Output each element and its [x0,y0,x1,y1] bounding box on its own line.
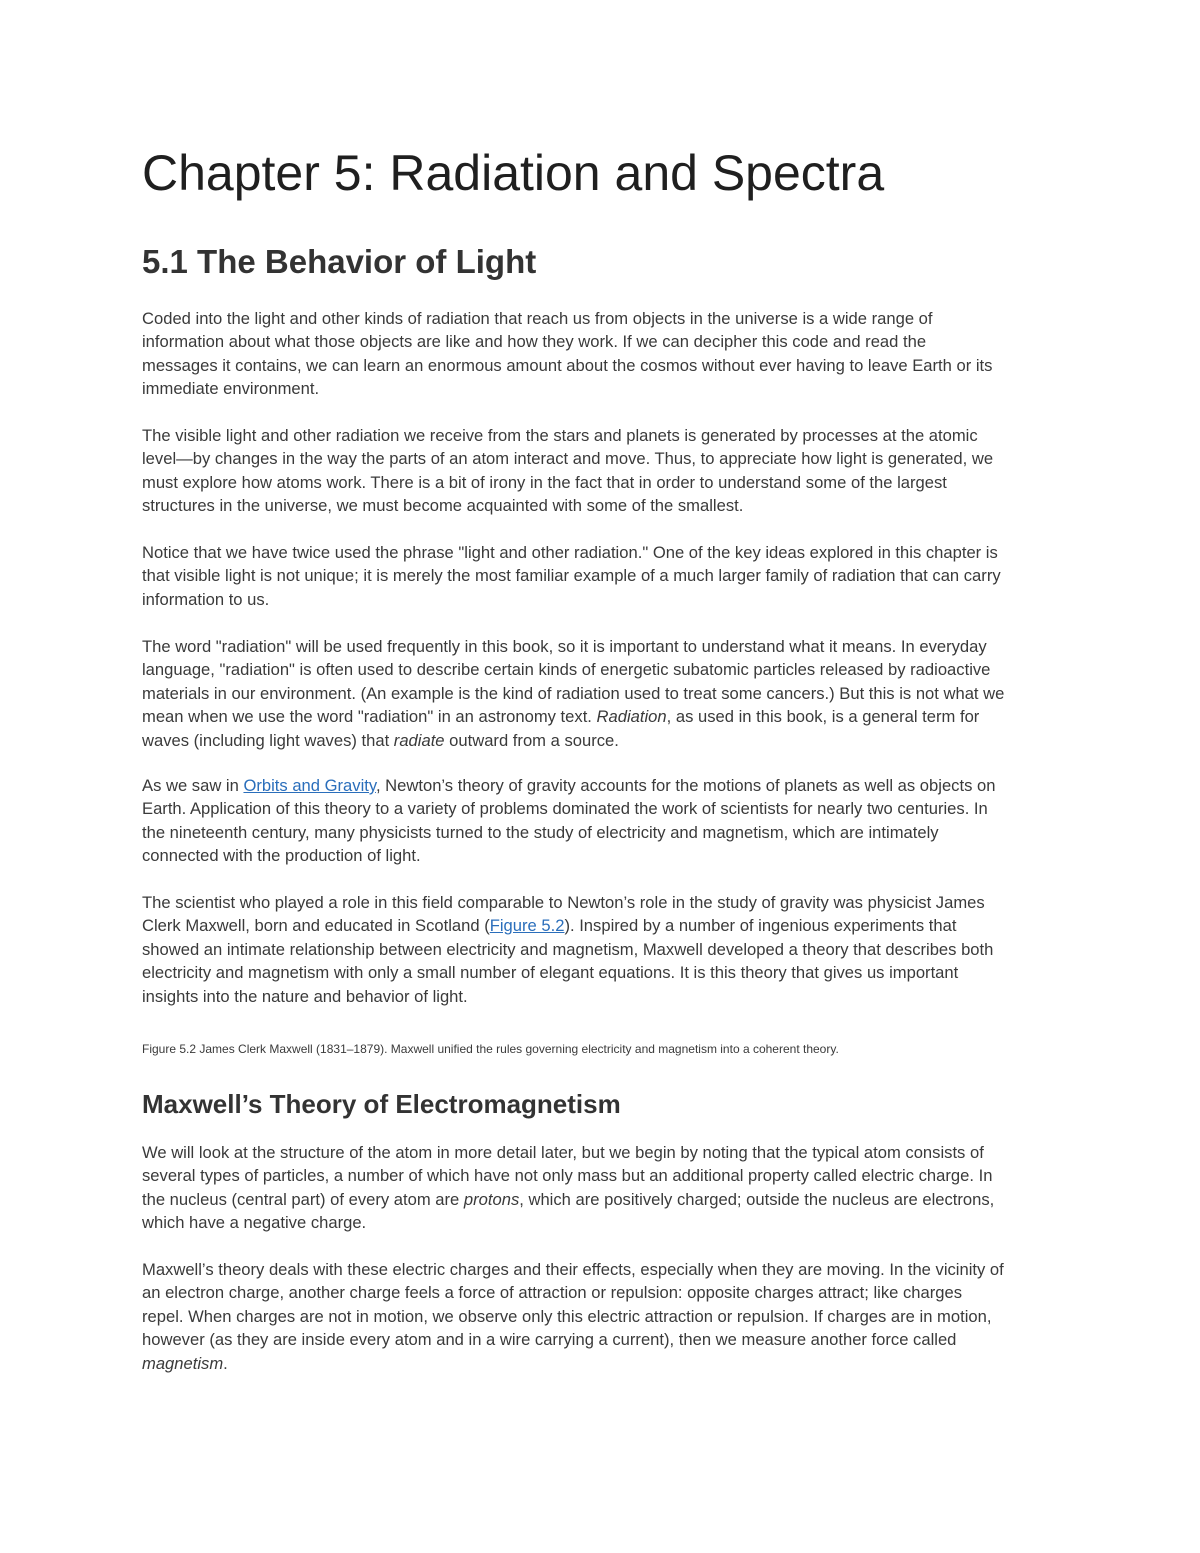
paragraph-line: Maxwell’s theory deals with these electric charges and their effects, especially when they are moving. In the vicinity of [142,1260,1004,1279]
paragraph-line: insights into the nature and behavior of light. [142,986,468,1006]
paragraph-line [142,774,1067,797]
paragraph-maxwell-intro [142,891,1067,1008]
paragraph-maxwell-theory [142,1258,1067,1375]
emphasis-radiate: radiate [393,730,445,750]
text-run: waves (including light waves) that [142,730,394,750]
figure-caption: Figure 5.2 James Clerk Maxwell (1831–1879). Maxwell unified the rules governing electricity and magnetism into a coherent theory. [142,1042,839,1056]
emphasis-radiation: Radiation [596,707,667,727]
paragraph-line: the nineteenth century, many physicists turned to the study of electricity and magnetism, which are intimately [142,822,939,842]
paragraph-line: language, "radiation" is often used to describe certain kinds of energetic subatomic particles released by radioactive [142,660,991,680]
text-run: , which are positively charged; outside the nucleus are electrons, [519,1189,995,1209]
paragraph-line: immediate environment. [142,379,320,399]
figure-5-2-link[interactable]: Figure 5.2 [489,916,565,936]
paragraph-line: connected with the production of light. [142,846,421,866]
paragraph-line: must explore how atoms work. There is a bit of irony in the fact that in order to understand some of the largest [142,472,947,492]
paragraph-line [142,729,1067,752]
paragraph-line: Notice that we have twice used the phrase "light and other radiation." One of the key ideas explored in this chapter is [142,543,998,562]
text-run: ). Inspired by a number of ingenious experiments that [564,916,957,936]
paragraph-line: that visible light is not unique; it is merely the most familiar example of a much larger family of radiation that can carry [142,566,1001,586]
paragraph-line [142,1352,1067,1375]
text-run: outward from a source. [444,730,619,750]
text-run: Clerk Maxwell, born and educated in Scotland ( [142,916,490,936]
paragraph-line: The scientist who played a role in this field comparable to Newton’s role in the study of gravity was physicist James [142,893,985,912]
text-run: the nucleus (central part) of every atom are [142,1189,464,1209]
paragraph-line: We will look at the structure of the atom in more detail later, but we begin by noting that the typical atom consists of [142,1143,984,1162]
section-title: 5.1 The Behavior of Light [142,243,537,280]
text-run: mean when we use the word "radiation" in an astronomy text. [142,707,597,727]
paragraph-line: The word "radiation" will be used frequently in this book, so it is important to understand what it means. In everyday [142,637,987,656]
paragraph-orbits-gravity [142,774,1067,868]
paragraph-line: information about what those objects are like and how they work. If we can decipher this code and read the [142,332,927,352]
paragraph-line [142,914,1067,937]
text-run: As we saw in [142,776,244,795]
paragraph-word-radiation [142,635,1067,752]
chapter-title: Chapter 5: Radiation and Spectra [142,145,885,201]
paragraph-line: electricity and magnetism with only a small number of elegant equations. It is this theory that gives us important [142,963,959,983]
paragraph-line: messages it contains, we can learn an enormous amount about the cosmos without ever having to leave Earth or its [142,355,993,375]
paragraph-line: materials in our environment. (An example is the kind of radiation used to treat some cancers.) But this is not what we [142,683,1005,703]
paragraph-line: structures in the universe, we must become acquainted with some of the smallest. [142,496,744,516]
subsection-title: Maxwell’s Theory of Electromagnetism [142,1089,621,1119]
paragraph-line [142,1188,1067,1211]
text-run: , as used in this book, is a general term for [666,707,980,727]
orbits-and-gravity-link[interactable]: Orbits and Gravity [243,776,376,795]
emphasis-protons: protons [463,1189,520,1209]
paragraph-visible-light [142,424,1067,518]
paragraph-line: Earth. Application of this theory to a variety of problems dominated the work of scientists for nearly two centuries. In [142,799,988,819]
paragraph-atom-structure [142,1141,1067,1235]
paragraph-coded-into-light [142,307,1067,401]
paragraph-line: The visible light and other radiation we receive from the stars and planets is generated by processes at the atomic [142,426,978,445]
paragraph-line [142,705,1067,728]
paragraph-line: several types of particles, a number of which have not only mass but an additional property called electric charge. In [142,1166,993,1186]
paragraph-line: information to us. [142,589,270,609]
paragraph-line: an electron charge, another charge feels a force of attraction or repulsion: opposite charges attract; like charges [142,1283,963,1303]
paragraph-line: repel. When charges are not in motion, we observe only this electric attraction or repulsion. If charges are in motion, [142,1306,992,1326]
paragraph-line: showed an intimate relationship between electricity and magnetism, Maxwell developed a theory that describes both [142,939,994,959]
paragraph-line: level—by changes in the way the parts of an atom interact and move. Thus, to appreciate how light is generated, we [142,449,994,469]
paragraph-line: which have a negative charge. [142,1213,367,1233]
paragraph-notice-phrase [142,541,1067,611]
text-run: . [223,1353,228,1373]
emphasis-magnetism: magnetism [142,1353,224,1373]
text-run: , Newton’s theory of gravity accounts for the motions of planets as well as objects on [375,776,996,795]
paragraph-line: however (as they are inside every atom and in a wire carrying a current), then we measure another force called [142,1330,957,1350]
paragraph-line: Coded into the light and other kinds of radiation that reach us from objects in the universe is a wide range of [142,309,933,328]
